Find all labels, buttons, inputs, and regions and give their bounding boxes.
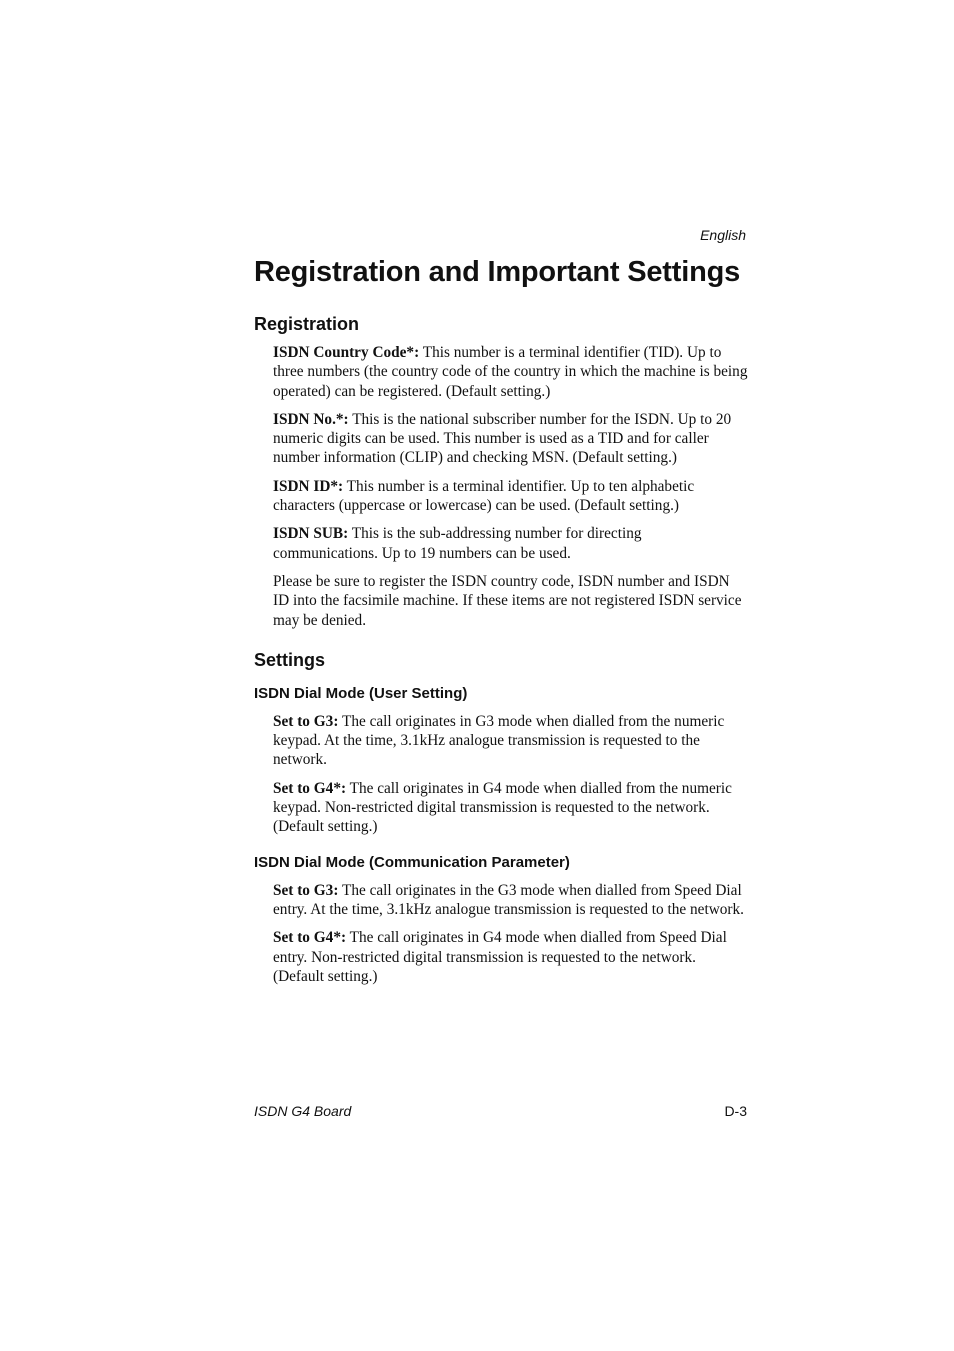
definition-term: ISDN SUB: [273, 525, 349, 543]
user-g3-paragraph [273, 712, 748, 770]
definition-text: This number is a terminal identifier (TID). Up to three numbers (the country code of the country in which the machine is being operated) can be registered. (Default setting.) [273, 344, 748, 400]
user-setting-heading: ISDN Dial Mode (User Setting) [254, 684, 468, 702]
user-g4-paragraph [273, 779, 748, 837]
settings-heading: Settings [254, 649, 326, 670]
comm-g4-paragraph [273, 928, 748, 986]
definition-term: ISDN ID*: [273, 477, 344, 495]
isdn-sub-paragraph [273, 524, 748, 563]
definition-term: ISDN Country Code*: [273, 344, 420, 361]
definition-text: The call originates in G4 mode when dialled from Speed Dial entry. Non-restricted digital transmission is requested to the network. (Default setting.) [273, 929, 727, 985]
isdn-number-paragraph [273, 410, 748, 468]
language-label: English [700, 227, 746, 243]
definition-term: Set to G3: [273, 881, 339, 899]
definition-term: Set to G4*: [273, 779, 347, 797]
isdn-id-paragraph [273, 477, 748, 516]
definition-text: This is the national subscriber number for the ISDN. Up to 20 numeric digits can be used. This number is used as a TID and for caller number information (CLIP) and checking MSN. (Default setting.) [273, 410, 732, 467]
definition-text: The call originates in the G3 mode when dialled from Speed Dial entry. At the time, 3.1kHz analogue transmission is requested to the network. [273, 881, 744, 918]
definition-text: The call originates in G4 mode when dialled from the numeric keypad. Non-restricted digital transmission is requested to the network. (Default setting.) [273, 779, 732, 836]
footer-document-title: ISDN G4 Board [254, 1103, 352, 1119]
definition-text: This number is a terminal identifier. Up to ten alphabetic characters (uppercase or lowercase) can be used. (Default setting.) [273, 477, 695, 515]
page-content [254, 312, 748, 995]
isdn-country-code-paragraph [273, 343, 748, 401]
registration-note: Please be sure to register the ISDN country code, ISDN number and ISDN ID into the facsimile machine. If these items are not registered ISDN service may be denied. [273, 572, 742, 629]
definition-text: This is the sub-addressing number for directing communications. Up to 19 numbers can be used. [273, 525, 642, 562]
definition-term: Set to G3: [273, 712, 339, 730]
registration-heading: Registration [254, 314, 360, 334]
comm-g3-paragraph [273, 881, 748, 920]
page-title: Registration and Important Settings [254, 256, 741, 288]
comm-parameter-heading: ISDN Dial Mode (Communication Parameter) [254, 853, 570, 871]
definition-term: ISDN No.*: [273, 410, 349, 428]
definition-text: The call originates in G3 mode when dialled from the numeric keypad. At the time, 3.1kHz analogue transmission is requested to the network. [273, 712, 725, 769]
definition-term: Set to G4*: [273, 929, 347, 947]
footer-page-number: D-3 [724, 1103, 747, 1119]
